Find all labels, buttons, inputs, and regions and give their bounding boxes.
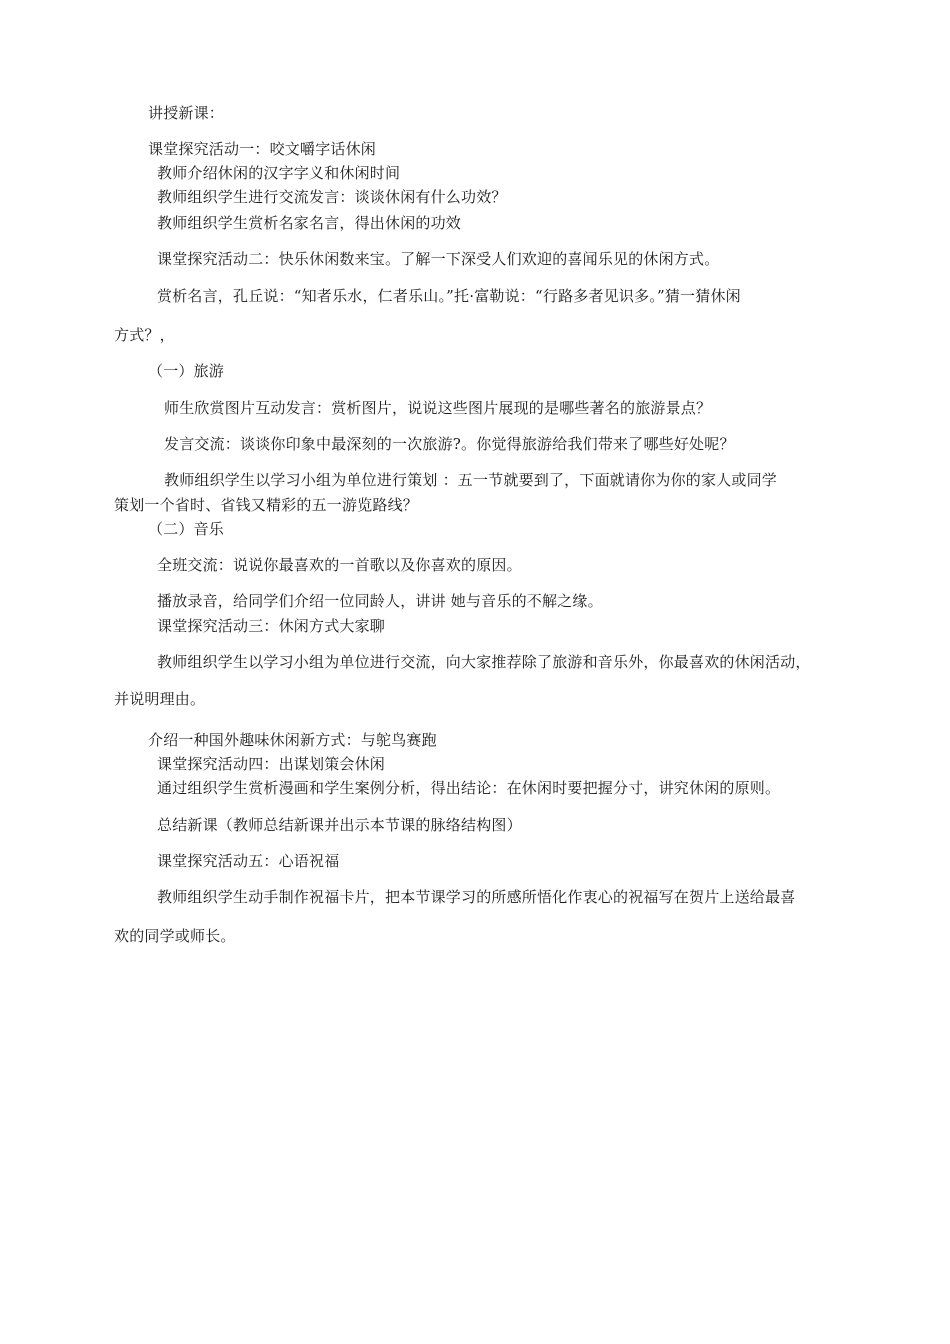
section-heading-new-lesson: 讲授新课：: [148, 104, 225, 122]
subsection-music: （二）音乐: [148, 520, 225, 538]
text-line: 并说明理由。: [114, 690, 206, 708]
activity-five-title: 课堂探究活动五：心语祝福: [157, 852, 340, 870]
text-line: 方式？，: [114, 326, 175, 344]
text-line: 师生欣赏图片互动发言：赏析图片，说说这些图片展现的是哪些著名的旅游景点？: [164, 399, 712, 417]
activity-one-title: 课堂探究活动一：咬文嚼字话休闲: [148, 140, 377, 158]
text-line: 介绍一种国外趣味休闲新方式：与鸵鸟赛跑: [148, 731, 437, 749]
subsection-travel: （一）旅游: [148, 362, 225, 380]
text-line: 赏析名言，孔丘说：“知者乐水，仁者乐山。”托·富勒说：“行路多者见识多。”猜一猜休闲: [157, 287, 741, 305]
text-line: 教师组织学生动手制作祝福卡片，把本节课学习的所感所悟化作衷心的祝福写在贺片上送给最喜: [157, 888, 796, 906]
text-line: 教师组织学生进行交流发言：谈谈休闲有什么功效？: [157, 188, 507, 206]
text-line: 策划一个省时、省钱又精彩的五一游览路线？: [114, 496, 419, 514]
text-line: 教师组织学生以学习小组为单位进行策划 ：五一节就要到了，下面就请你为你的家人或同学: [164, 471, 777, 489]
lesson-summary-line: 总结新课（教师总结新课并出示本节课的脉络结构图）: [157, 816, 522, 834]
text-line: 教师组织学生赏析名家名言，得出休闲的功效: [157, 214, 462, 232]
text-line: 发言交流：谈谈你印象中最深刻的一次旅游?。你觉得旅游给我们带来了哪些好处呢？: [164, 435, 735, 453]
text-line: 全班交流：说说你最喜欢的一首歌以及你喜欢的原因。: [157, 556, 522, 574]
text-line: 教师组织学生以学习小组为单位进行交流，向大家推荐除了旅游和音乐外，你最喜欢的休闲活动，: [157, 653, 811, 671]
activity-three-title: 课堂探究活动三：休闲方式大家聊: [157, 617, 386, 635]
activity-four-title: 课堂探究活动四：出谋划策会休闲: [157, 755, 386, 773]
text-line: 通过组织学生赏析漫画和学生案例分析，得出结论：在休闲时要把握分寸，讲究休闲的原则。: [157, 779, 781, 797]
text-line: 欢的同学或师长。: [114, 927, 236, 945]
text-line: 教师介绍休闲的汉字字义和休闲时间: [157, 164, 401, 182]
text-line: 播放录音，给同学们介绍一位同龄人，讲讲 她与音乐的不解之缘。: [157, 592, 603, 610]
activity-two-title: 课堂探究活动二：快乐休闲数来宝。了解一下深受人们欢迎的喜闻乐见的休闲方式。: [157, 250, 720, 268]
